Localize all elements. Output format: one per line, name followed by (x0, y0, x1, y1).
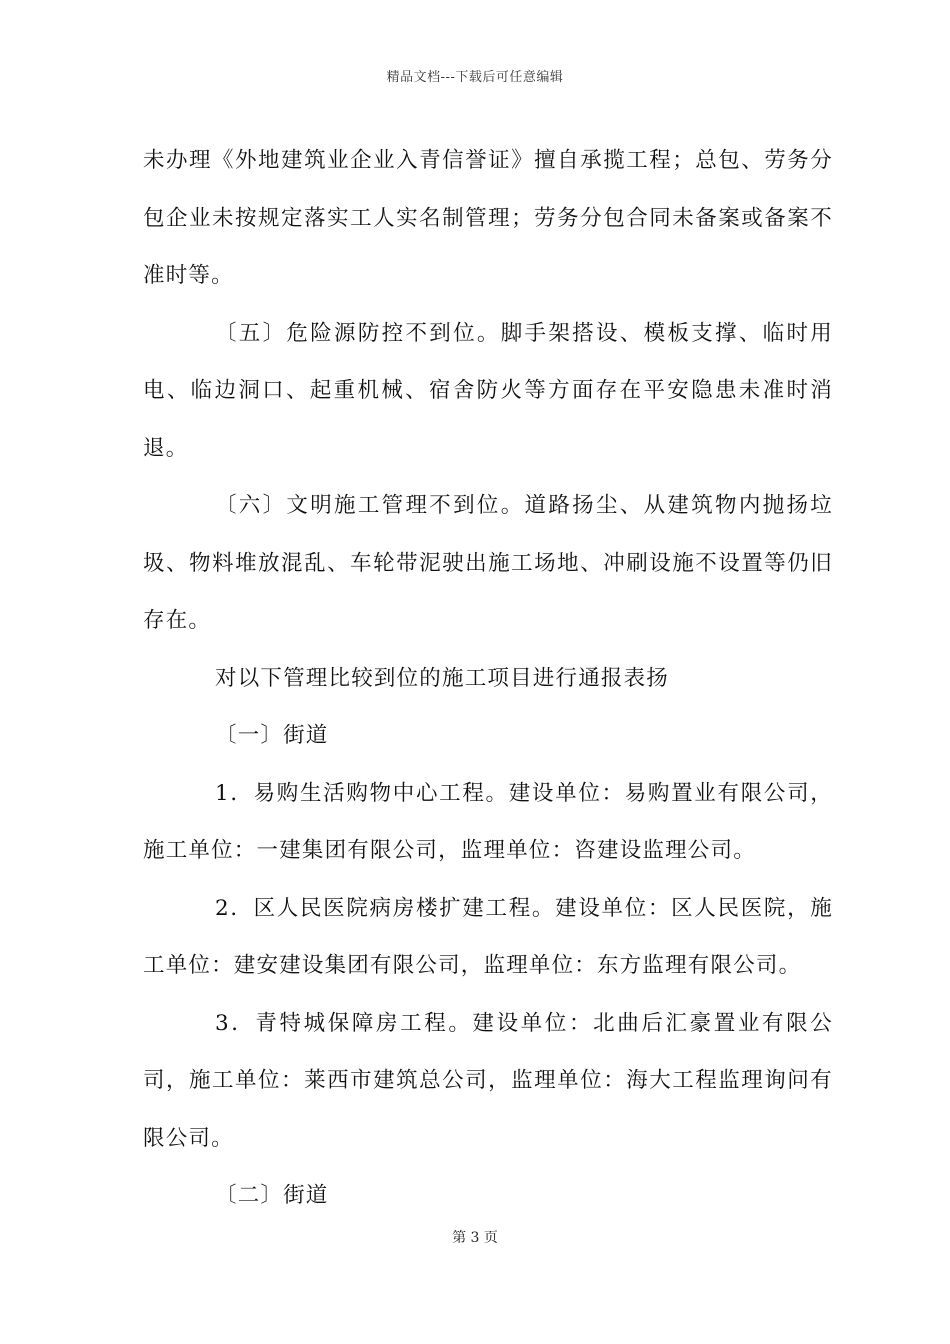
section-heading: 〔一〕街道 (215, 723, 329, 748)
paragraph: 〔五〕危险源防控不到位。脚手架搭设、模板支撑、临时用电、临边洞口、起重机械、宿舍防火等方面存在平安隐患未准时消退。 (143, 320, 833, 461)
paragraph: 未办理《外地建筑业企业入青信誉证》擅自承揽工程；总包、劳务分包企业未按规定落实工人实名制管理；劳务分包合同未备案或备案不准时等。 (143, 148, 833, 288)
list-item: 3．青特城保障房工程。建设单位：北曲后汇豪置业有限公司，施工单位：莱西市建筑总公司，监理单位：海大工程监理询问有限公司。 (143, 1010, 833, 1151)
section-intro: 对以下管理比较到位的施工项目进行通报表扬 (215, 665, 670, 691)
section-heading: 〔二〕街道 (215, 1183, 329, 1208)
page-header: 精品文档---下载后可任意编辑 (386, 70, 564, 85)
list-item: 1．易购生活购物中心工程。建设单位：易购置业有限公司，施工单位：一建集团有限公司，监理单位：咨建设监理公司。 (143, 780, 833, 863)
list-item: 2．区人民医院病房楼扩建工程。建设单位：区人民医院，施工单位：建安建设集团有限公司，监理单位：东方监理有限公司。 (143, 895, 833, 978)
document-body (143, 132, 833, 1225)
paragraph: 〔六〕文明施工管理不到位。道路扬尘、从建筑物内抛扬垃圾、物料堆放混乱、车轮带泥驶出施工场地、冲刷设施不设置等仍旧存在。 (143, 493, 833, 633)
page-number: 第 3 页 (452, 1230, 498, 1246)
